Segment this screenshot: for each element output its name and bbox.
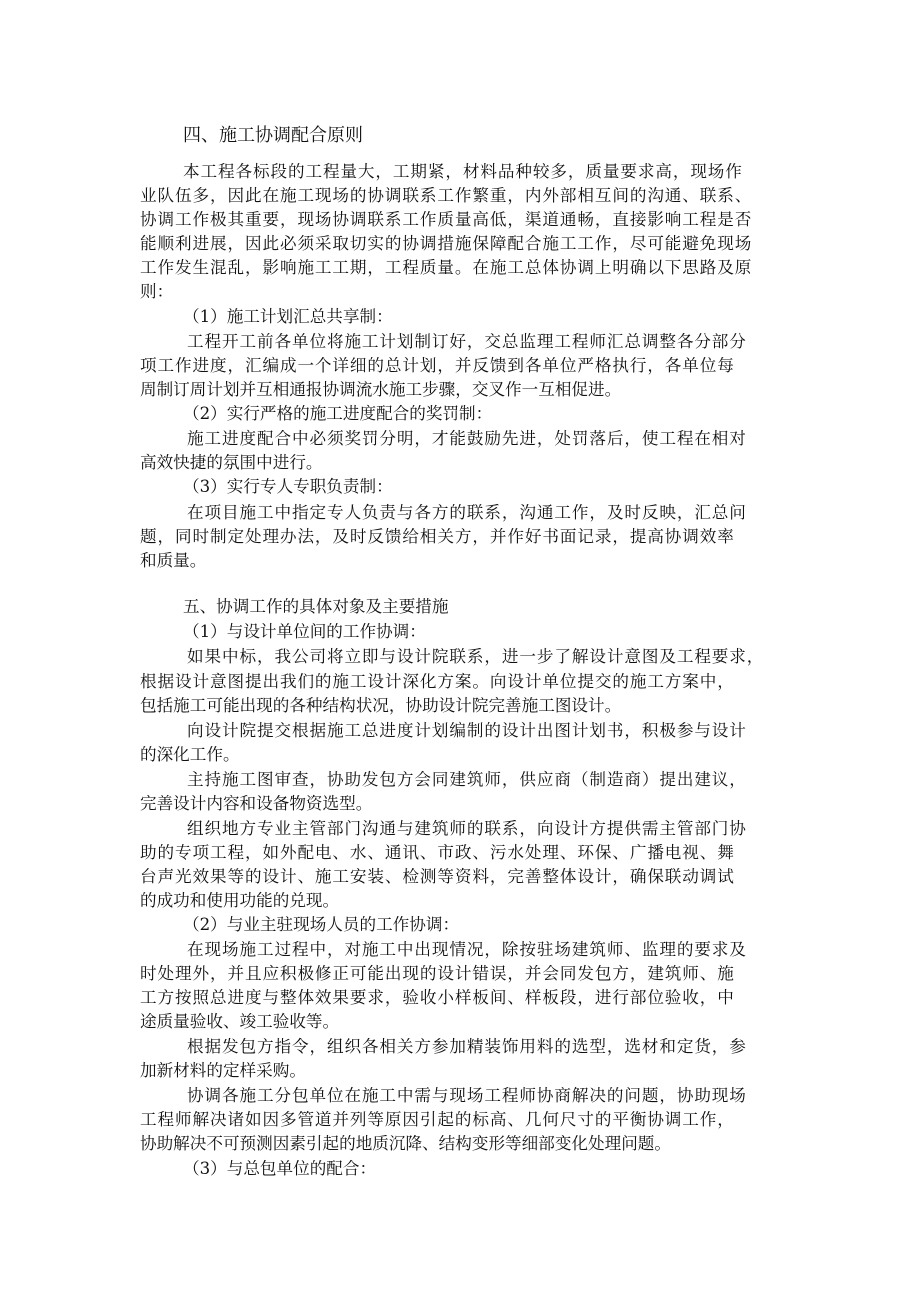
paragraph-line: 的深化工作。 xyxy=(140,745,240,764)
paragraph-line: 和质量。 xyxy=(140,551,207,570)
paragraph-line: 周制订周计划并互相通报协调流水施工步骤，交叉作一互相促进。 xyxy=(140,380,622,399)
paragraph-line: 台声光效果等的设计、施工安装、检测等资料，完善整体设计，确保联动调试 xyxy=(140,867,735,886)
item-heading-2: （2）与业主驻现场人员的工作协调： xyxy=(183,915,460,934)
paragraph-line: 主持施工图审查，协助发包方会同建筑师，供应商（制造商）提出建议， xyxy=(187,770,747,789)
paragraph-line: 工方按照总进度与整体效果要求，验收小样板间、样板段，进行部位验收，中 xyxy=(140,988,735,1007)
paragraph-line: 协助解决不可预测因素引起的地质沉降、结构变形等细部变化处理问题。 xyxy=(140,1134,671,1153)
item-heading-1: （1）施工计划汇总共享制： xyxy=(183,307,393,326)
item-heading-3: （3）实行专人专职负责制： xyxy=(183,477,393,496)
paragraph-line: 协调各施工分包单位在施工中需与现场工程师协商解决的问题，协助现场 xyxy=(187,1086,747,1105)
paragraph-line: 协调工作极其重要，现场协调联系工作质量高低，渠道通畅，直接影响工程是否 xyxy=(140,210,753,229)
paragraph-line: 包括施工可能出现的各种结构状况，协助设计院完善施工图设计。 xyxy=(140,696,622,715)
paragraph-line: 高效快捷的氛围中进行。 xyxy=(140,453,323,472)
paragraph-line: 能顺利进展，因此必须采取切实的协调措施保障配合施工工作，尽可能避免现场 xyxy=(140,234,753,253)
paragraph-line: 题，同时制定处理办法，及时反馈给相关方，并作好书面记录，提高协调效率 xyxy=(140,527,735,546)
paragraph-line: 根据设计意图提出我们的施工设计深化方案。向设计单位提交的施工方案中， xyxy=(140,672,735,691)
paragraph-line: 施工进度配合中必须奖罚分明，才能鼓励先进，处罚落后，使工程在相对 xyxy=(187,429,747,448)
paragraph-line: 途质量验收、竣工验收等。 xyxy=(140,1012,340,1031)
paragraph-line: 在项目施工中指定专人负责与各方的联系，沟通工作，及时反映，汇总问 xyxy=(187,503,747,522)
paragraph-line: 向设计院提交根据施工总进度计划编制的设计出图计划书，积极参与设计 xyxy=(187,721,747,740)
paragraph-line: 助的专项工程，如外配电、水、通讯、市政、污水处理、环保、广播电视、舞 xyxy=(140,843,735,862)
paragraph-line: 加新材料的定样采购。 xyxy=(140,1061,306,1080)
paragraph-line: 组织地方专业主管部门沟通与建筑师的联系，向设计方提供需主管部门协 xyxy=(187,819,747,838)
paragraph-line: 业队伍多，因此在施工现场的协调联系工作繁重，内外部相互间的沟通、联系、 xyxy=(140,186,753,205)
paragraph-line: 的成功和使用功能的兑现。 xyxy=(140,891,340,910)
paragraph-line: 项工作进度，汇编成一个详细的总计划，并反馈到各单位严格执行，各单位每 xyxy=(140,356,735,375)
paragraph-line: 根据发包方指令，组织各相关方参加精装饰用料的选型，选材和定货，参 xyxy=(187,1037,747,1056)
paragraph-line: 工程师解决诸如因多管道并列等原因引起的标高、几何尺寸的平衡协调工作， xyxy=(140,1110,735,1129)
paragraph-line: 工作发生混乱，影响施工工期，工程质量。在施工总体协调上明确以下思路及原 xyxy=(140,258,753,277)
paragraph-line: 则： xyxy=(140,282,174,301)
paragraph-line: 如果中标，我公司将立即与设计院联系，进一步了解设计意图及工程要求， xyxy=(187,647,765,666)
item-heading-1: （1）与设计单位间的工作协调： xyxy=(183,622,426,641)
paragraph-line: 本工程各标段的工程量大，工期紧，材料品种较多，质量要求高，现场作 xyxy=(183,162,743,181)
item-heading-2: （2）实行严格的施工进度配合的奖罚制： xyxy=(183,404,493,423)
section-4-title: 四、施工协调配合原则 xyxy=(183,125,363,146)
paragraph-line: 在现场施工过程中，对施工中出现情况，除按驻场建筑师、监理的要求及 xyxy=(187,940,747,959)
paragraph-line: 完善设计内容和设备物资选型。 xyxy=(140,794,373,813)
paragraph-line: 时处理外，并且应积极修正可能出现的设计错误，并会同发包方，建筑师、施 xyxy=(140,964,735,983)
paragraph-line: 工程开工前各单位将施工计划制订好，交总监理工程师汇总调整各分部分 xyxy=(187,332,747,351)
section-5-title: 五、协调工作的具体对象及主要措施 xyxy=(183,597,449,616)
item-heading-3: （3）与总包单位的配合： xyxy=(183,1159,377,1178)
